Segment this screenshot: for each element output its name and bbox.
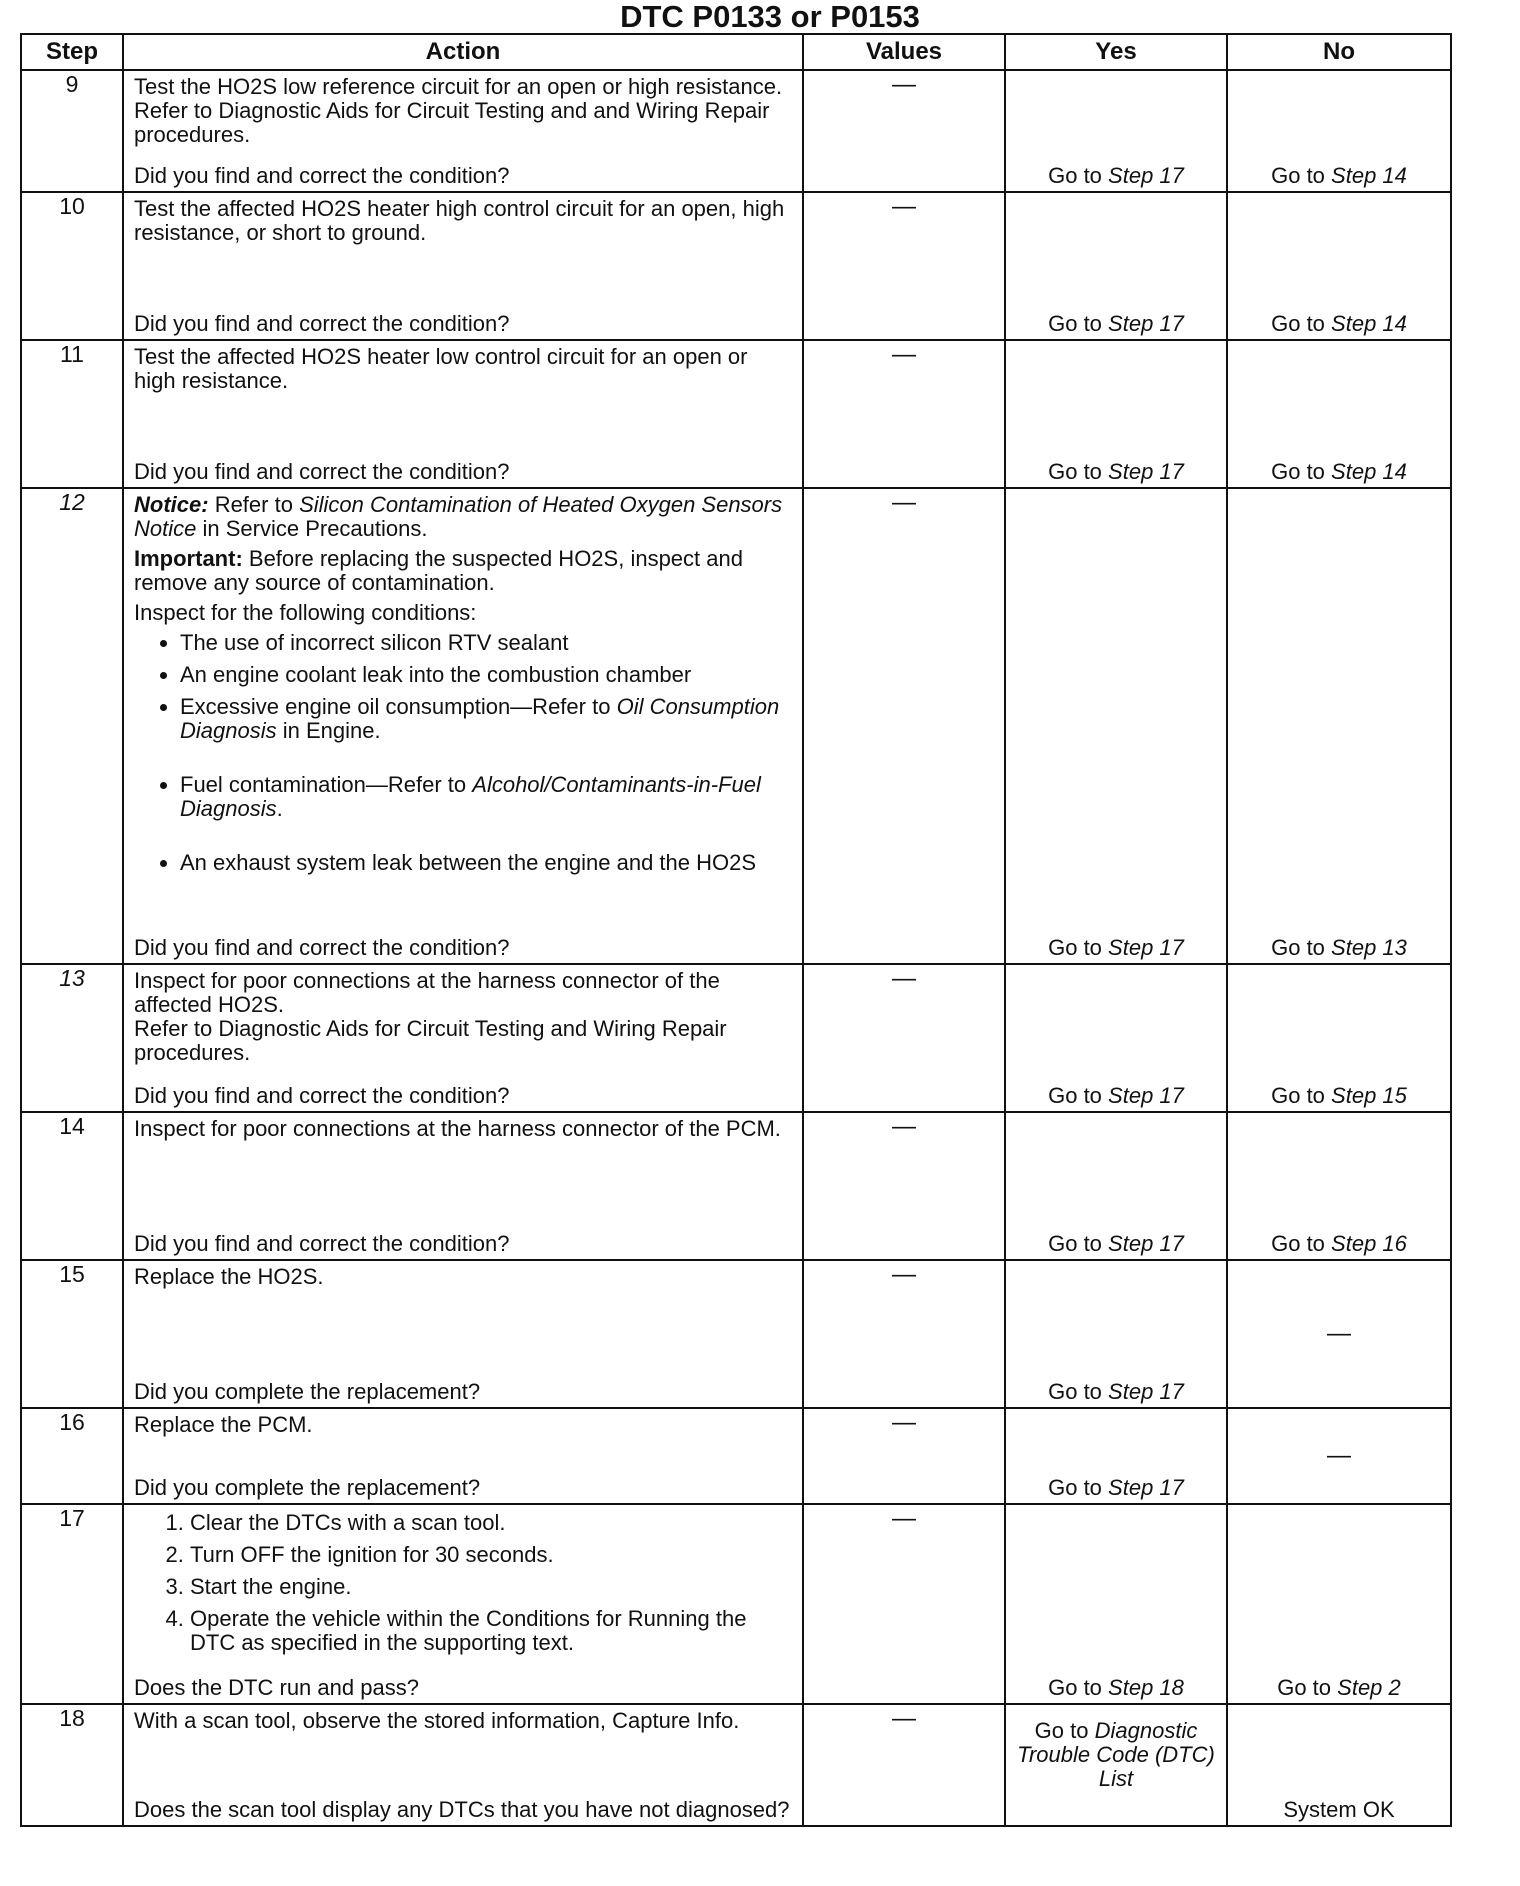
- action-text: Inspect for poor connections at the harness connector of the PCM.: [134, 1116, 781, 1141]
- go-to-label: Go to: [1048, 1083, 1102, 1108]
- no-step-link[interactable]: Step 14: [1331, 459, 1407, 484]
- go-to-label: Go to: [1271, 935, 1325, 960]
- diagnostic-table: [20, 33, 1452, 1827]
- go-to-label: Go to: [1034, 1718, 1089, 1743]
- header-yes: Yes: [1005, 34, 1227, 70]
- yes-cell: [1005, 1408, 1227, 1504]
- values-cell: —: [803, 1260, 1005, 1408]
- notice-pre: Refer to: [214, 492, 293, 517]
- no-cell: [1227, 70, 1451, 192]
- go-to-label: Go to: [1048, 311, 1102, 336]
- question-text: Did you find and correct the condition?: [134, 163, 510, 188]
- go-to-label: Go to: [1048, 1475, 1102, 1500]
- header-step: Step: [21, 34, 123, 70]
- values-cell: —: [803, 1112, 1005, 1260]
- step-number: 9: [21, 70, 123, 192]
- no-cell: [1227, 964, 1451, 1112]
- notice-paragraph: [134, 493, 794, 541]
- action-cell: [123, 1112, 803, 1260]
- yes-step-link[interactable]: Step 18: [1108, 1675, 1184, 1700]
- yes-step-link[interactable]: Step 17: [1108, 1379, 1184, 1404]
- no-step-link[interactable]: Step 15: [1331, 1083, 1407, 1108]
- table-row: [21, 1504, 1451, 1704]
- question-text: Did you complete the replacement?: [134, 1475, 481, 1500]
- question-text: Does the DTC run and pass?: [134, 1675, 419, 1700]
- go-to-label: Go to: [1048, 1379, 1102, 1404]
- go-to-label: Go to: [1048, 935, 1102, 960]
- action-cell: [123, 1704, 803, 1826]
- no-cell: [1227, 488, 1451, 964]
- go-to-label: Go to: [1048, 1231, 1102, 1256]
- go-to-label: Go to: [1277, 1675, 1332, 1700]
- no-cell: [1227, 192, 1451, 340]
- list-item: 4. Operate the vehicle within the Conditions for Running the DTC as specified in the supporting text.: [190, 1607, 794, 1655]
- conditions-list: [134, 631, 794, 875]
- table-row: [21, 340, 1451, 488]
- table-row: [21, 1112, 1451, 1260]
- bullet3-post: in Engine.: [282, 718, 381, 743]
- question-text: Did you find and correct the condition?: [134, 935, 510, 960]
- action-text: Replace the HO2S.: [134, 1264, 324, 1289]
- question-text: Did you find and correct the condition?: [134, 1231, 510, 1256]
- header-action: Action: [123, 34, 803, 70]
- system-ok-text: System OK: [1283, 1797, 1395, 1822]
- no-cell: [1227, 1408, 1451, 1504]
- question-text: Did you find and correct the condition?: [134, 311, 510, 336]
- no-cell: [1227, 1260, 1451, 1408]
- action-text: With a scan tool, observe the stored information, Capture Info.: [134, 1708, 740, 1733]
- yes-cell: [1005, 1504, 1227, 1704]
- notice-label: Notice:: [134, 492, 209, 517]
- no-step-link[interactable]: Step 14: [1331, 311, 1407, 336]
- go-to-label: Go to: [1048, 459, 1102, 484]
- no-dash: —: [1327, 1320, 1351, 1347]
- bullet3-ref: Oil Consumption Diagnosis: [180, 694, 780, 743]
- action-cell: [123, 1408, 803, 1504]
- action-text: Test the affected HO2S heater high control circuit for an open, high resistance, or short to ground.: [134, 196, 785, 245]
- no-dash: —: [1327, 1442, 1351, 1469]
- no-step-link[interactable]: Step 13: [1331, 935, 1407, 960]
- important-text: Before replacing the suspected HO2S, inspect and remove any source of contamination.: [134, 546, 743, 595]
- bullet4-pre: Fuel contamination—Refer to: [180, 772, 467, 797]
- step-number: 13: [21, 964, 123, 1112]
- action-cell: [123, 1260, 803, 1408]
- go-to-label: Go to: [1271, 311, 1325, 336]
- yes-cell: [1005, 1260, 1227, 1408]
- header-no: No: [1227, 34, 1451, 70]
- question-text: Did you find and correct the condition?: [134, 459, 510, 484]
- list-item: 2. Turn OFF the ignition for 30 seconds.: [190, 1543, 794, 1567]
- step-number: 16: [21, 1408, 123, 1504]
- no-cell: [1227, 1504, 1451, 1704]
- no-cell: [1227, 1704, 1451, 1826]
- step-number: 17: [21, 1504, 123, 1704]
- action-cell: [123, 192, 803, 340]
- yes-step-link[interactable]: Step 17: [1108, 1083, 1184, 1108]
- yes-step-link[interactable]: Step 17: [1108, 163, 1184, 188]
- table-row: [21, 70, 1451, 192]
- go-to-label: Go to: [1048, 1675, 1102, 1700]
- question-text: Does the scan tool display any DTCs that you have not diagnosed?: [134, 1797, 790, 1822]
- yes-cell: [1005, 488, 1227, 964]
- no-step-link[interactable]: Step 16: [1331, 1231, 1407, 1256]
- yes-cell: [1005, 192, 1227, 340]
- action-text: Inspect for poor connections at the harness connector of the affected HO2S.: [134, 968, 720, 1017]
- step-number: 18: [21, 1704, 123, 1826]
- list-item: [180, 695, 794, 743]
- bullet4-post: .: [276, 796, 283, 821]
- action-cell: [123, 70, 803, 192]
- notice-post: in Service Precautions.: [202, 516, 428, 541]
- header-values: Values: [803, 34, 1005, 70]
- action-cell: [123, 340, 803, 488]
- important-paragraph: [134, 547, 794, 595]
- question-text: Did you find and correct the condition?: [134, 1083, 510, 1108]
- list-item: 3. Start the engine.: [190, 1575, 794, 1599]
- values-cell: —: [803, 1408, 1005, 1504]
- yes-cell: [1005, 1704, 1227, 1826]
- values-cell: —: [803, 70, 1005, 192]
- dtc-list-link[interactable]: Diagnostic Trouble Code (DTC) List: [1017, 1718, 1215, 1791]
- bullet4-ref: Alcohol/Contaminants-in-Fuel Diagnosis: [180, 772, 761, 821]
- yes-step-link[interactable]: Step 17: [1108, 1475, 1184, 1500]
- no-cell: [1227, 1112, 1451, 1260]
- action-cell: [123, 1504, 803, 1704]
- header-row: [21, 34, 1451, 70]
- yes-cell: [1005, 70, 1227, 192]
- go-to-label: Go to: [1271, 1231, 1325, 1256]
- action-cell: [123, 488, 803, 964]
- no-step-link[interactable]: Step 14: [1331, 163, 1407, 188]
- values-cell: —: [803, 1504, 1005, 1704]
- step-number: 10: [21, 192, 123, 340]
- page-title: DTC P0133 or P0153: [620, 0, 920, 34]
- yes-cell: [1005, 964, 1227, 1112]
- step-number: 15: [21, 1260, 123, 1408]
- values-cell: —: [803, 192, 1005, 340]
- go-to-label: Go to: [1271, 163, 1325, 188]
- table-row: [21, 1704, 1451, 1826]
- go-to-label: Go to: [1048, 163, 1102, 188]
- values-cell: —: [803, 340, 1005, 488]
- table-row: [21, 488, 1451, 964]
- yes-cell: [1005, 340, 1227, 488]
- notice-ref: Silicon Contamination of Heated Oxygen Sensors Notice: [134, 492, 783, 541]
- procedure-list: [134, 1511, 794, 1655]
- list-item: [180, 773, 794, 821]
- values-cell: —: [803, 1704, 1005, 1826]
- table-row: [21, 192, 1451, 340]
- question-text: Did you complete the replacement?: [134, 1379, 481, 1404]
- action-text: Test the affected HO2S heater low control circuit for an open or high resistance.: [134, 344, 748, 393]
- values-cell: —: [803, 964, 1005, 1112]
- list-item: • An exhaust system leak between the engine and the HO2S: [180, 851, 794, 875]
- step-number: 14: [21, 1112, 123, 1260]
- important-label: Important:: [134, 546, 243, 571]
- inspect-intro: Inspect for the following conditions:: [134, 600, 477, 625]
- step-number: 11: [21, 340, 123, 488]
- step-number: 12: [21, 488, 123, 964]
- action-text: Test the HO2S low reference circuit for an open or high resistance. Refer to Diagnostic Aids for Circuit Testing and and Wiring Repair procedures.: [134, 74, 783, 147]
- action-text: Replace the PCM.: [134, 1412, 313, 1437]
- yes-cell: [1005, 1112, 1227, 1260]
- table-row: [21, 1408, 1451, 1504]
- yes-step-link[interactable]: Step 17: [1108, 935, 1184, 960]
- no-cell: [1227, 340, 1451, 488]
- list-item: • The use of incorrect silicon RTV sealant: [180, 631, 794, 655]
- go-to-label: Go to: [1271, 459, 1325, 484]
- bullet3-pre: Excessive engine oil consumption—Refer to: [180, 694, 611, 719]
- values-cell: —: [803, 488, 1005, 964]
- no-step-link[interactable]: Step 2: [1337, 1675, 1401, 1700]
- action-cell: [123, 964, 803, 1112]
- action-text: Refer to Diagnostic Aids for Circuit Testing and Wiring Repair procedures.: [134, 1016, 727, 1065]
- yes-step-link[interactable]: Step 17: [1108, 311, 1184, 336]
- table-row: [21, 964, 1451, 1112]
- table-row: [21, 1260, 1451, 1408]
- list-item: • An engine coolant leak into the combustion chamber: [180, 663, 794, 687]
- yes-step-link[interactable]: Step 17: [1108, 459, 1184, 484]
- yes-step-link[interactable]: Step 17: [1108, 1231, 1184, 1256]
- go-to-label: Go to: [1271, 1083, 1325, 1108]
- list-item: 1. Clear the DTCs with a scan tool.: [190, 1511, 794, 1535]
